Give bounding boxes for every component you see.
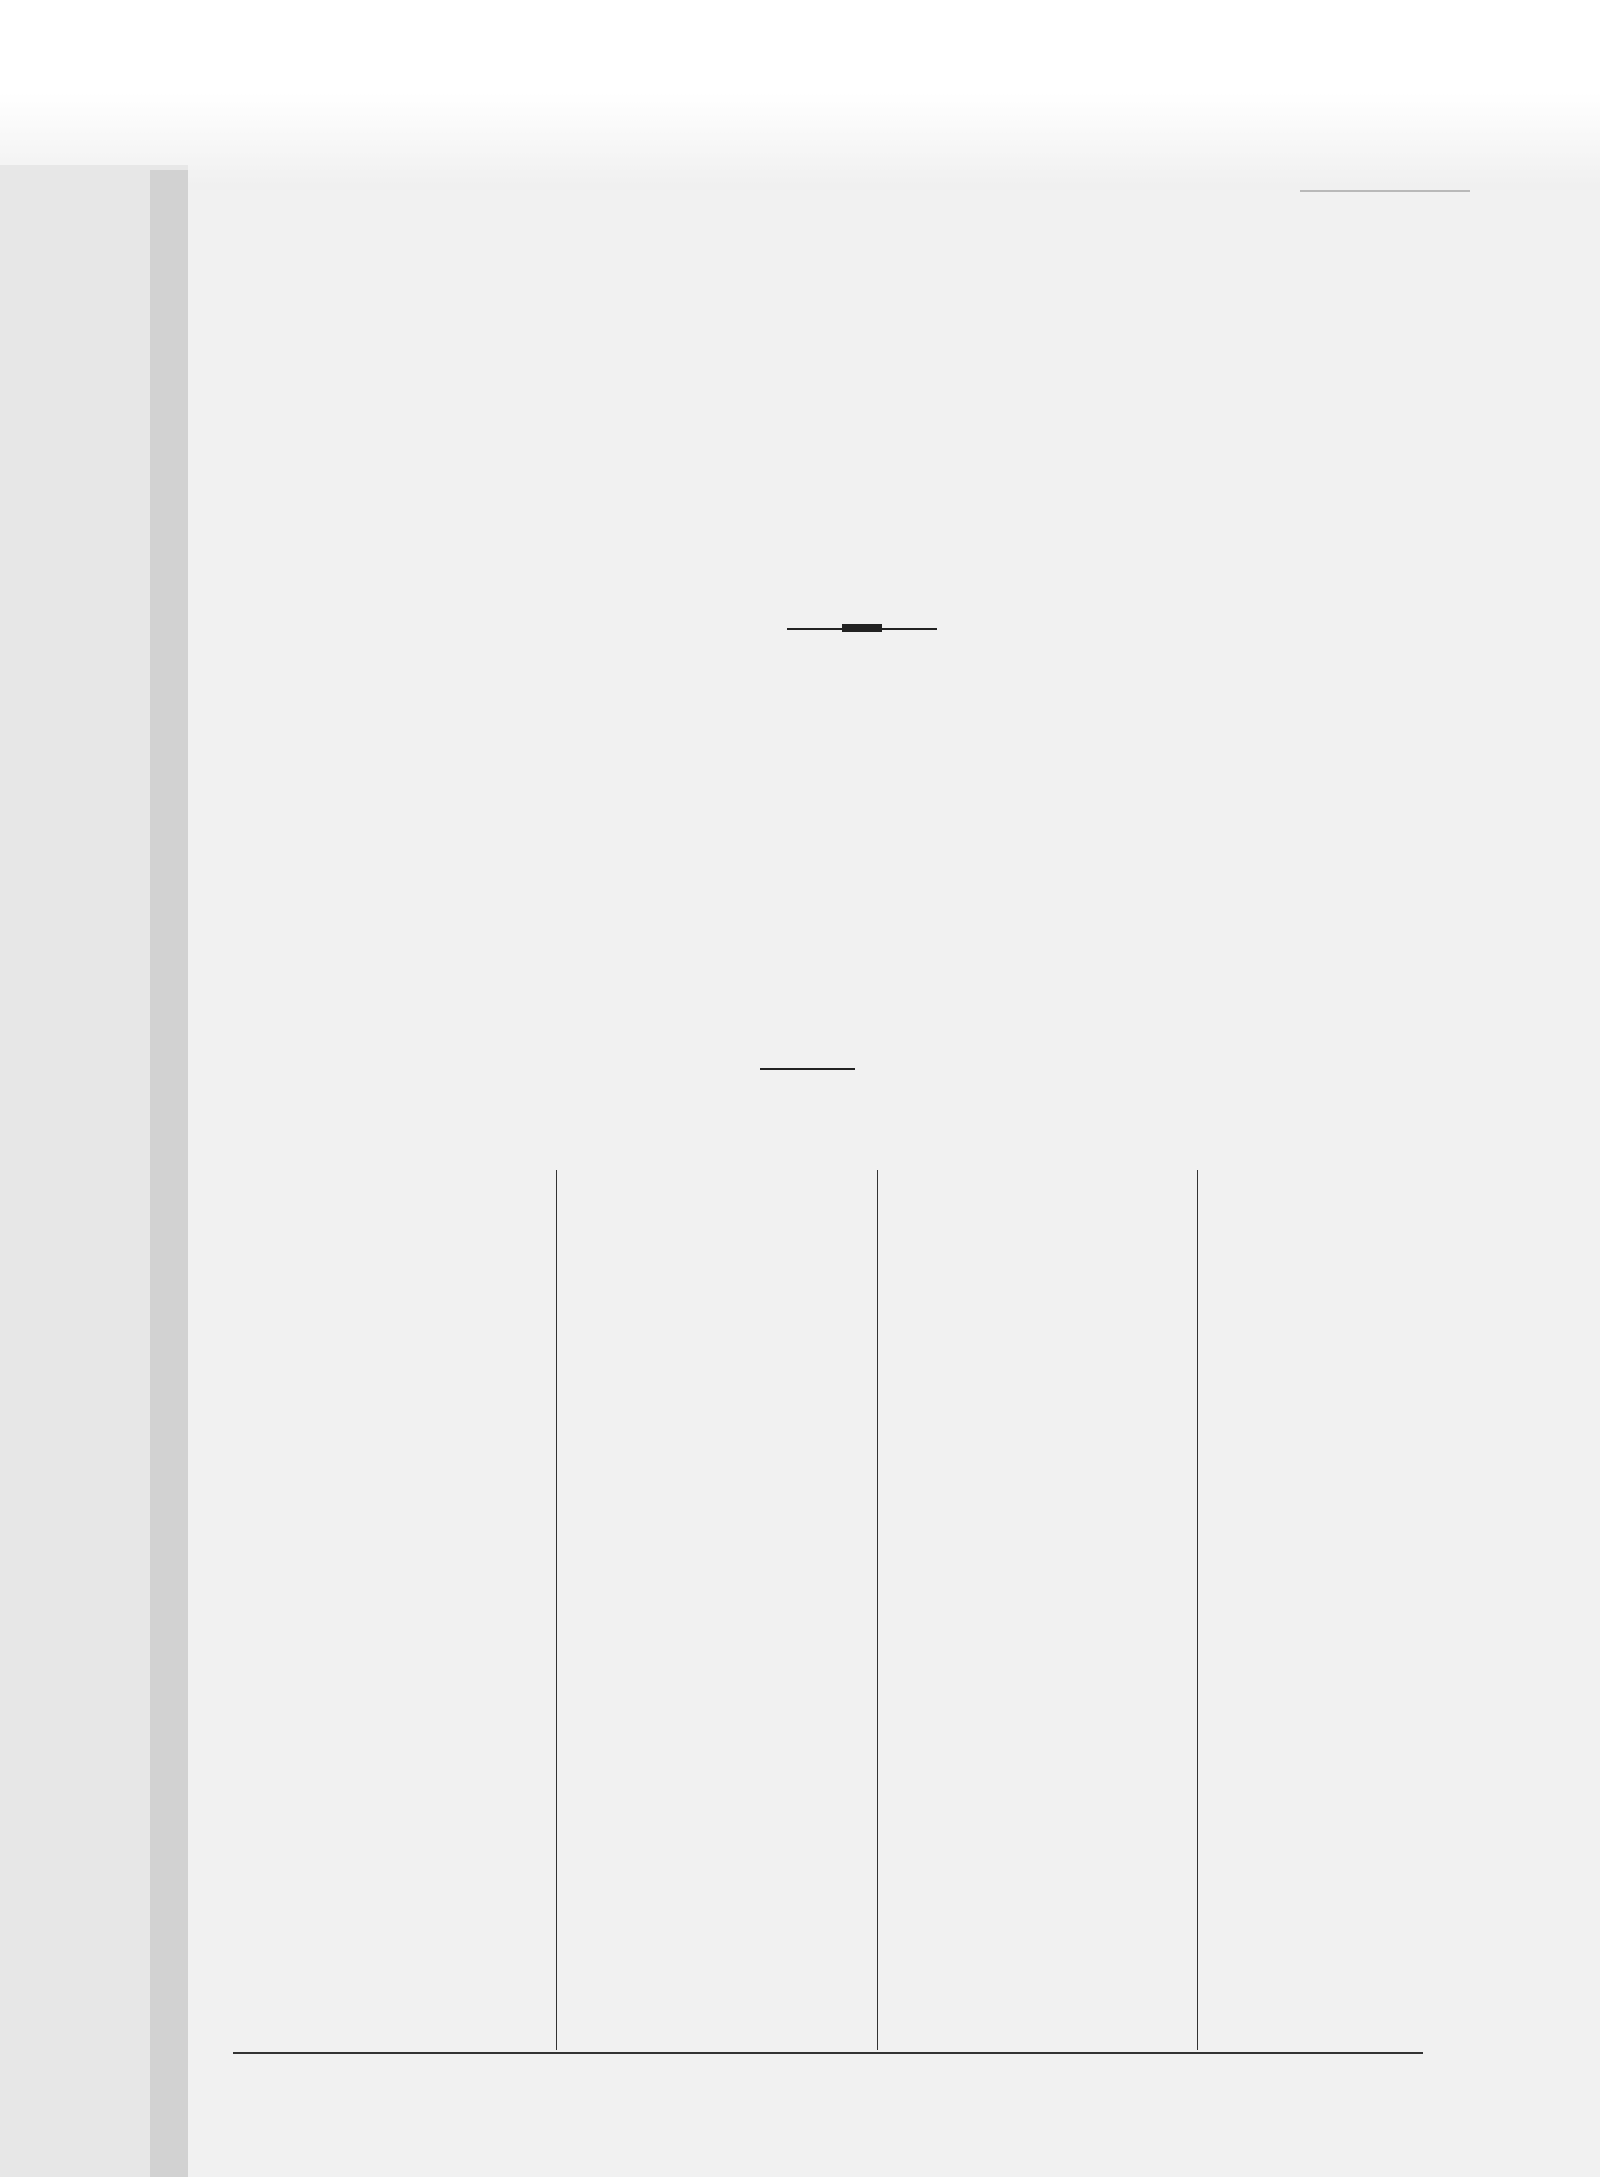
column-rule [556,1170,557,2050]
page-sheet [188,190,1600,2177]
title-divider-bar [842,624,882,632]
scan-top-margin [0,93,1600,193]
section-divider [760,1068,855,1070]
scan-book-edge [150,170,188,2177]
column-rule [1197,1170,1198,2050]
footer-rule [233,2052,1423,2054]
column-rule [877,1170,878,2050]
